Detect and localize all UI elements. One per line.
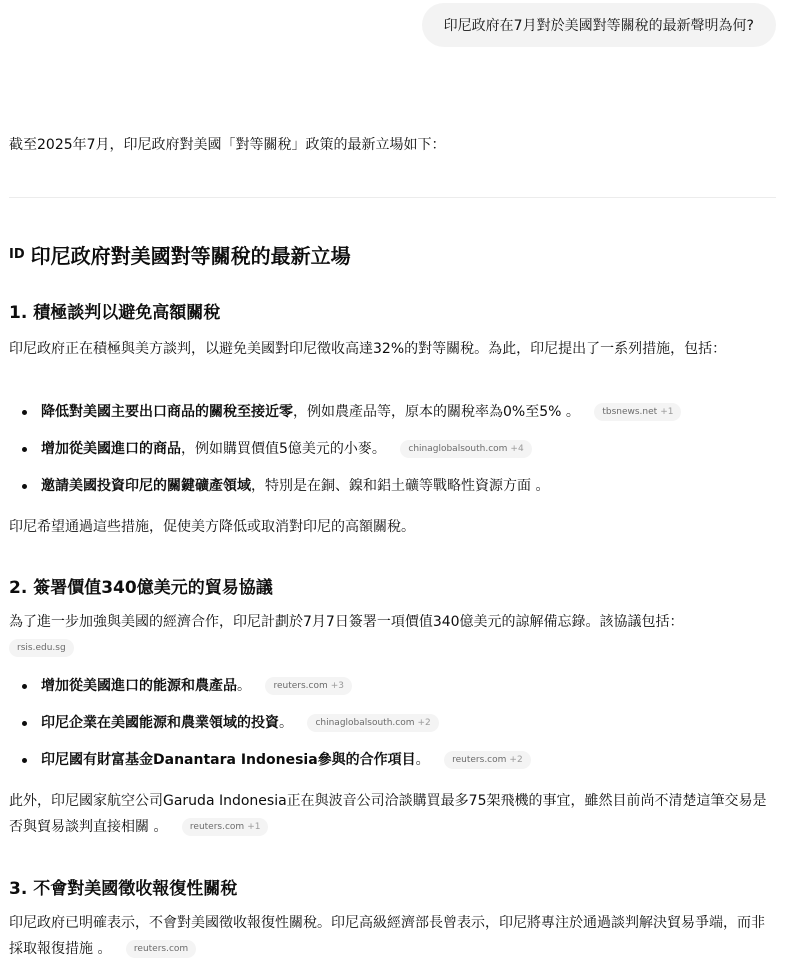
source-chip-label: rsis.edu.sg — [17, 643, 66, 653]
section-1-paragraph: 印尼政府正在積極與美方談判，以避免美國對印尼徵收高達32%的對等關稅。為此，印尼提出了一系列措施，包括： — [9, 341, 727, 357]
list-item-bold: 增加從美國進口的能源和農產品 — [41, 678, 237, 694]
source-chip[interactable] — [265, 677, 352, 695]
list-item: 增加從美國進口的商品，例如購買價值5億美元的小麥。 chinaglobalsouth.com +4 — [9, 435, 776, 472]
section-3-paragraph: 印尼政府已明確表示，不會對美國徵收報復性關稅。印尼高級經濟部長曾表示，印尼將專注於通過談判解決貿易爭端，而非採取報復措施 。 reuters.com — [9, 915, 765, 957]
source-chip-label: tbsnews.net — [602, 407, 658, 417]
source-chip-count: +3 — [330, 681, 345, 691]
source-chip-count: +1 — [660, 407, 674, 417]
bullet-dot — [22, 684, 27, 689]
list-item: 印尼企業在美國能源和農業領域的投資。 chinaglobalsouth.com +2 — [9, 709, 776, 746]
source-chip-count: +2 — [417, 718, 431, 728]
source-chip[interactable] — [126, 940, 196, 958]
source-chip[interactable] — [9, 639, 74, 657]
indonesia-flag-icon: ID — [9, 247, 25, 262]
source-chip-label: chinaglobalsouth.com — [408, 444, 508, 454]
intro-text: 截至2025年7月，印尼政府對美國「對等關稅」政策的最新立場如下： — [9, 137, 446, 153]
source-chip-label: reuters.com — [189, 822, 245, 832]
source-chip-count: +2 — [509, 755, 523, 765]
section-1-title: 1. 積極談判以避免高額關稅 — [9, 303, 221, 323]
section-1-list — [9, 398, 776, 509]
source-chip-count: +1 — [247, 822, 261, 832]
list-item-bold: 印尼企業在美國能源和農業領域的投資 — [41, 715, 279, 731]
list-item: 印尼國有財富基金Danantara Indonesia參與的合作項目。 reuters.com +2 — [9, 746, 776, 783]
section-3-title: 3. 不會對美國徵收報復性關稅 — [9, 879, 238, 899]
list-item-text: ，特別是在銅、鎳和鋁土礦等戰略性資源方面 — [251, 478, 531, 494]
section-2-closing: 此外，印尼國家航空公司Garuda Indonesia正在與波音公司洽談購買最多75架飛機的事宜，雖然目前尚不清楚這筆交易是否與貿易談判直接相關 。 reuters.com +1 — [9, 793, 767, 835]
list-item: 邀請美國投資印尼的關鍵礦產領域，特別是在銅、鎳和鋁土礦等戰略性資源方面 。 — [9, 472, 776, 509]
section-1-closing: 印尼希望通過這些措施，促使美方降低或取消對印尼的高額關稅。 — [9, 519, 415, 535]
source-chip-label: reuters.com — [452, 755, 507, 765]
source-chip[interactable] — [307, 714, 438, 732]
list-item-bold: 增加從美國進口的商品 — [41, 441, 181, 457]
user-message-text: 印尼政府在7月對於美國對等關稅的最新聲明為何? — [443, 18, 754, 34]
source-chip-label: reuters.com — [273, 681, 328, 691]
section-2-title: 2. 簽署價值340億美元的貿易協議 — [9, 578, 273, 598]
source-chip[interactable] — [182, 818, 269, 836]
user-message-bubble — [422, 3, 776, 47]
bullet-dot — [22, 484, 27, 489]
main-heading — [9, 240, 351, 269]
source-chip[interactable] — [400, 440, 531, 458]
main-heading-text: 印尼政府對美國對等關稅的最新立場 — [30, 244, 351, 268]
list-item-text: ，例如農產品等，原本的關稅率為0%至5% — [293, 404, 562, 420]
bullet-dot — [22, 758, 27, 763]
section-3-paragraph-text: 印尼政府已明確表示，不會對美國徵收報復性關稅。印尼高級經濟部長曾表示，印尼將專注於通過談判解決貿易爭端，而非採取報復措施 — [9, 915, 765, 957]
list-item-bold: 邀請美國投資印尼的關鍵礦產領域 — [41, 478, 251, 494]
section-2-list — [9, 672, 776, 783]
source-chip-count: +4 — [510, 444, 524, 454]
divider — [9, 197, 776, 198]
bullet-dot — [22, 447, 27, 452]
list-item-bold: 降低對美國主要出口商品的關稅至接近零 — [41, 404, 293, 420]
section-2-closing-text: 此外，印尼國家航空公司Garuda Indonesia正在與波音公司洽談購買最多75架飛機的事宜，雖然目前尚不清楚這筆交易是否與貿易談判直接相關 — [9, 793, 767, 835]
list-item-text: ，例如購買價值5億美元的小麥 — [181, 441, 372, 457]
list-item-bold: 印尼國有財富基金Danantara Indonesia參與的合作項目 — [41, 752, 416, 768]
bullet-dot — [22, 410, 27, 415]
source-chip-label: reuters.com — [133, 944, 189, 954]
source-chip[interactable] — [594, 403, 681, 421]
list-item: 增加從美國進口的能源和農產品。 reuters.com +3 — [9, 672, 776, 709]
list-item: 降低對美國主要出口商品的關稅至接近零，例如農產品等，原本的關稅率為0%至5% 。 tbsnews.net +1 — [9, 398, 776, 435]
source-chip-label: chinaglobalsouth.com — [315, 718, 415, 728]
bullet-dot — [22, 721, 27, 726]
section-2-paragraph — [9, 609, 768, 661]
source-chip[interactable] — [444, 751, 531, 769]
section-2-paragraph-text: 為了進一步加強與美國的經濟合作，印尼計劃於7月7日簽署一項價值340億美元的諒解備忘錄。該協議包括： — [9, 614, 684, 630]
